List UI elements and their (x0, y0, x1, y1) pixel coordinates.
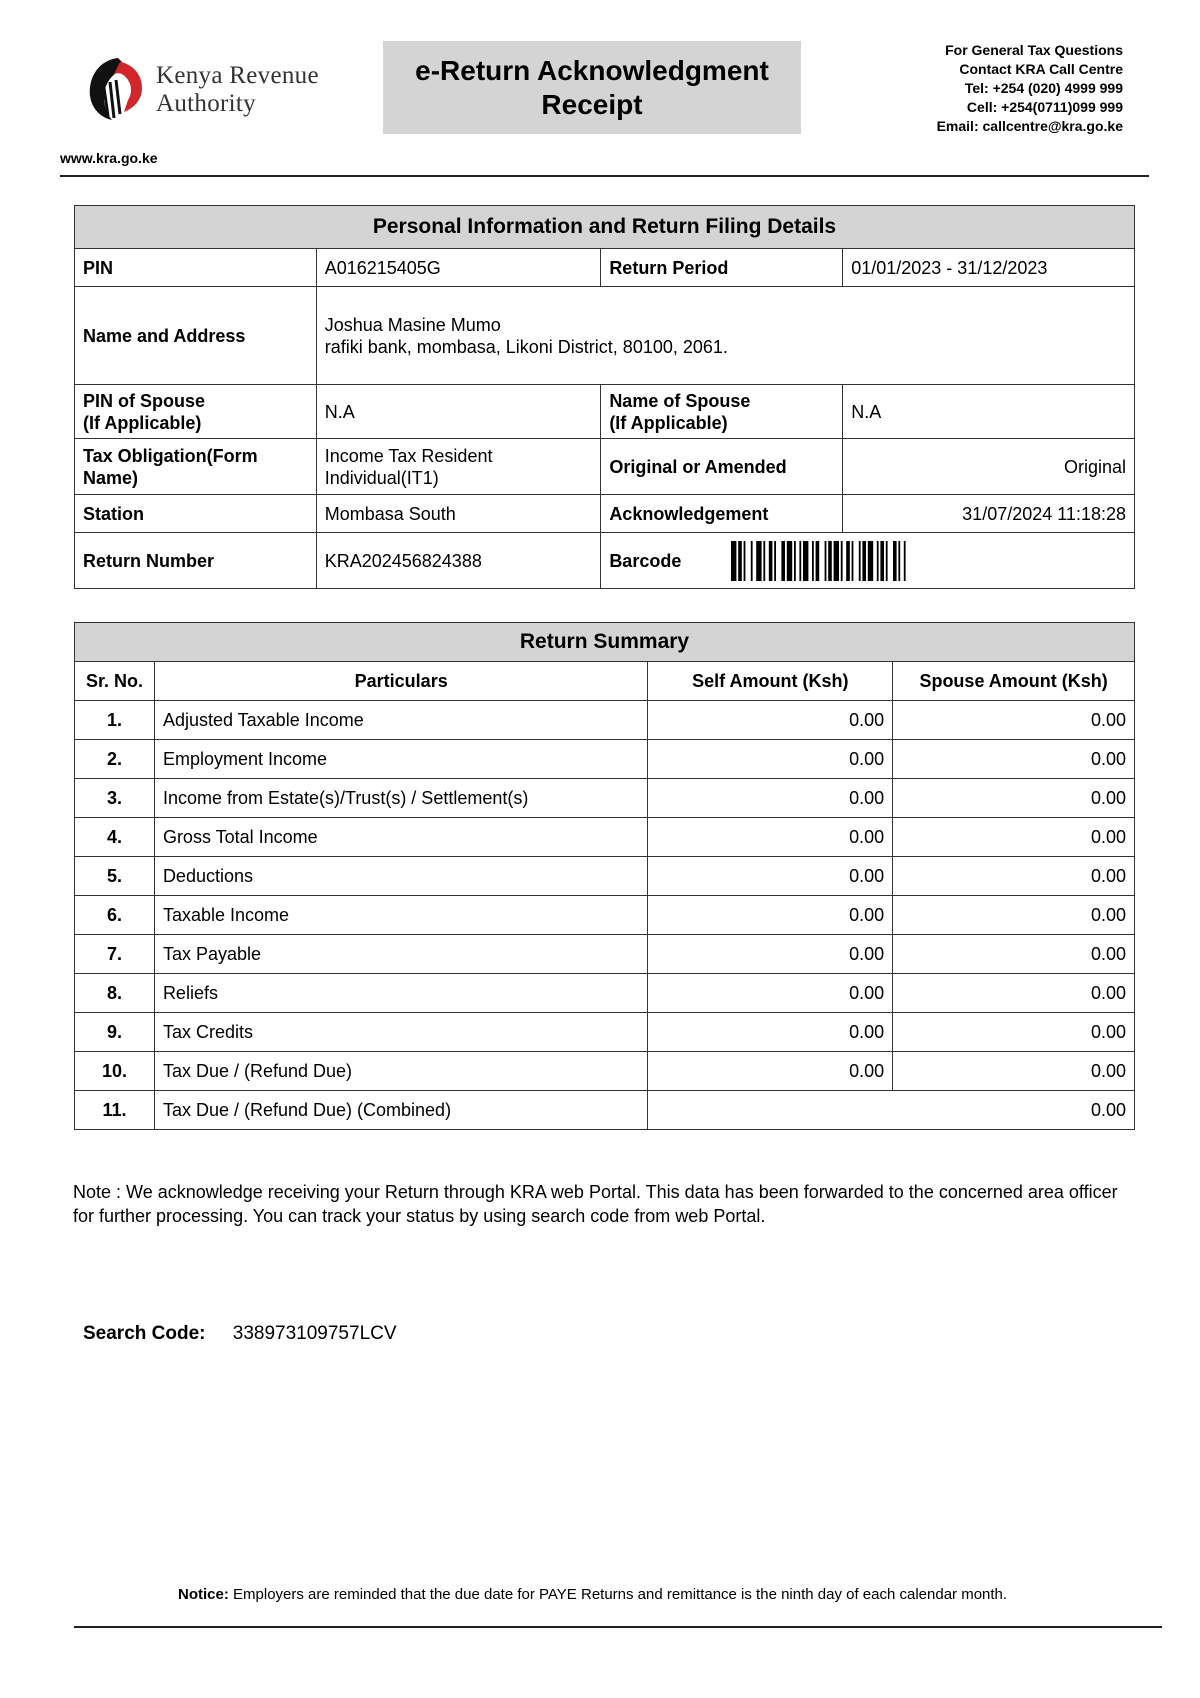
document-title (383, 41, 801, 134)
search-code (83, 1323, 397, 1345)
row-spouse-amount: 0.00 (893, 974, 1135, 1013)
name-address-value (316, 287, 1134, 385)
pin-label: PIN (75, 249, 317, 287)
table-row (75, 818, 1135, 857)
table-row (75, 974, 1135, 1013)
row-number: 6. (75, 896, 155, 935)
tax-obligation-value: Income Tax Resident Individual(IT1) (316, 439, 601, 495)
row-particular: Gross Total Income (154, 818, 648, 857)
return-number-value: KRA202456824388 (316, 533, 601, 589)
row-spouse-amount: 0.00 (893, 935, 1135, 974)
row-number: 1. (75, 701, 155, 740)
return-period-value: 01/01/2023 - 31/12/2023 (843, 249, 1135, 287)
taxpayer-name: Joshua Masine Mumo (324, 314, 501, 335)
acknowledgement-label: Acknowledgement (601, 495, 843, 533)
row-spouse-amount: 0.00 (893, 701, 1135, 740)
contact-info (937, 41, 1123, 136)
row-number: 4. (75, 818, 155, 857)
row-self-amount: 0.00 (648, 740, 893, 779)
row-particular: Reliefs (154, 974, 648, 1013)
spouse-name-label: Name of Spouse (If Applicable) (601, 385, 843, 439)
contact-email: Email: callcentre@kra.go.ke (936, 118, 1123, 134)
contact-line: Contact KRA Call Centre (959, 61, 1123, 77)
row-particular: Deductions (154, 857, 648, 896)
spouse-name-value: N.A (843, 385, 1135, 439)
row-spouse-amount: 0.00 (893, 818, 1135, 857)
pin-value: A016215405G (316, 249, 601, 287)
taxpayer-address: rafiki bank, mombasa, Likoni District, 80100, 2061. (324, 336, 728, 357)
personal-info-heading: Personal Information and Return Filing Details (75, 206, 1135, 249)
row-self-amount: 0.00 (648, 974, 893, 1013)
row-number: 2. (75, 740, 155, 779)
station-value: Mombasa South (316, 495, 601, 533)
row-self-amount: 0.00 (648, 1052, 893, 1091)
table-row (75, 1052, 1135, 1091)
acknowledgement-value: 31/07/2024 11:18:28 (843, 495, 1135, 533)
row-number: 7. (75, 935, 155, 974)
row-self-amount: 0.00 (648, 857, 893, 896)
row-number: 5. (75, 857, 155, 896)
column-header-spouse-amount: Spouse Amount (Ksh) (893, 662, 1135, 701)
row-particular: Taxable Income (154, 896, 648, 935)
org-name-line2: Authority (156, 90, 256, 117)
title-line2: Receipt (541, 88, 643, 120)
contact-phone: Tel: +254 (020) 4999 999 (964, 80, 1123, 96)
row-number: 8. (75, 974, 155, 1013)
org-name-line1: Kenya Revenue (156, 62, 319, 89)
row-number: 3. (75, 779, 155, 818)
combined-row-particular: Tax Due / (Refund Due) (Combined) (154, 1091, 648, 1130)
contact-cell: Cell: +254(0711)099 999 (966, 99, 1123, 115)
combined-row-no: 11. (75, 1091, 155, 1130)
table-row (75, 857, 1135, 896)
row-spouse-amount: 0.00 (893, 896, 1135, 935)
barcode-cell (601, 533, 1135, 589)
original-amended-label: Original or Amended (601, 439, 843, 495)
barcode-image (731, 541, 1031, 581)
row-spouse-amount: 0.00 (893, 1013, 1135, 1052)
column-header-self-amount: Self Amount (Ksh) (648, 662, 893, 701)
notice-text: Employers are reminded that the due date for PAYE Returns and remittance is the ninth day of each calendar month. (233, 1586, 1008, 1603)
spouse-pin-label: PIN of Spouse (If Applicable) (75, 385, 317, 439)
name-address-label: Name and Address (75, 287, 317, 385)
column-header-sr-no: Sr. No. (75, 662, 155, 701)
table-row (75, 1013, 1135, 1052)
row-number: 10. (75, 1052, 155, 1091)
station-label: Station (75, 495, 317, 533)
row-self-amount: 0.00 (648, 896, 893, 935)
lion-icon (80, 54, 150, 124)
contact-line: For General Tax Questions (945, 42, 1123, 58)
return-number-label: Return Number (75, 533, 317, 589)
column-header-particulars: Particulars (154, 662, 648, 701)
combined-row-value: 0.00 (648, 1091, 1135, 1130)
search-code-value: 338973109757LCV (232, 1323, 397, 1344)
search-code-label: Search Code: (83, 1323, 206, 1344)
header-divider (60, 175, 1149, 177)
row-self-amount: 0.00 (648, 701, 893, 740)
table-row (75, 779, 1135, 818)
website-link[interactable]: www.kra.go.ke (60, 150, 158, 166)
table-row (75, 740, 1135, 779)
row-spouse-amount: 0.00 (893, 1052, 1135, 1091)
personal-info-table (74, 205, 1135, 589)
row-particular: Tax Due / (Refund Due) (154, 1052, 648, 1091)
return-period-label: Return Period (601, 249, 843, 287)
row-spouse-amount: 0.00 (893, 740, 1135, 779)
row-self-amount: 0.00 (648, 935, 893, 974)
notice-label: Notice: (178, 1586, 229, 1603)
notice-footer (178, 1586, 1007, 1603)
original-amended-value: Original (843, 439, 1135, 495)
return-summary-heading: Return Summary (75, 623, 1135, 662)
row-spouse-amount: 0.00 (893, 779, 1135, 818)
spouse-pin-value: N.A (316, 385, 601, 439)
row-particular: Tax Payable (154, 935, 648, 974)
row-spouse-amount: 0.00 (893, 857, 1135, 896)
row-particular: Tax Credits (154, 1013, 648, 1052)
kra-logo (80, 54, 370, 124)
acknowledgement-note: Note : We acknowledge receiving your Return through KRA web Portal. This data has been forwarded to the concerned area officer for further processing. You can track your status by using search code from web Portal. (73, 1182, 1118, 1226)
row-particular: Income from Estate(s)/Trust(s) / Settlement(s) (154, 779, 648, 818)
row-particular: Employment Income (154, 740, 648, 779)
row-self-amount: 0.00 (648, 818, 893, 857)
table-row (75, 896, 1135, 935)
tax-obligation-label: Tax Obligation(Form Name) (75, 439, 317, 495)
row-particular: Adjusted Taxable Income (154, 701, 648, 740)
title-line1: e-Return Acknowledgment (415, 54, 769, 86)
row-self-amount: 0.00 (648, 1013, 893, 1052)
footer-divider (74, 1626, 1162, 1628)
row-self-amount: 0.00 (648, 779, 893, 818)
barcode-label: Barcode (609, 550, 682, 571)
table-row (75, 701, 1135, 740)
table-row (75, 935, 1135, 974)
row-number: 9. (75, 1013, 155, 1052)
return-summary-table (74, 622, 1135, 1130)
